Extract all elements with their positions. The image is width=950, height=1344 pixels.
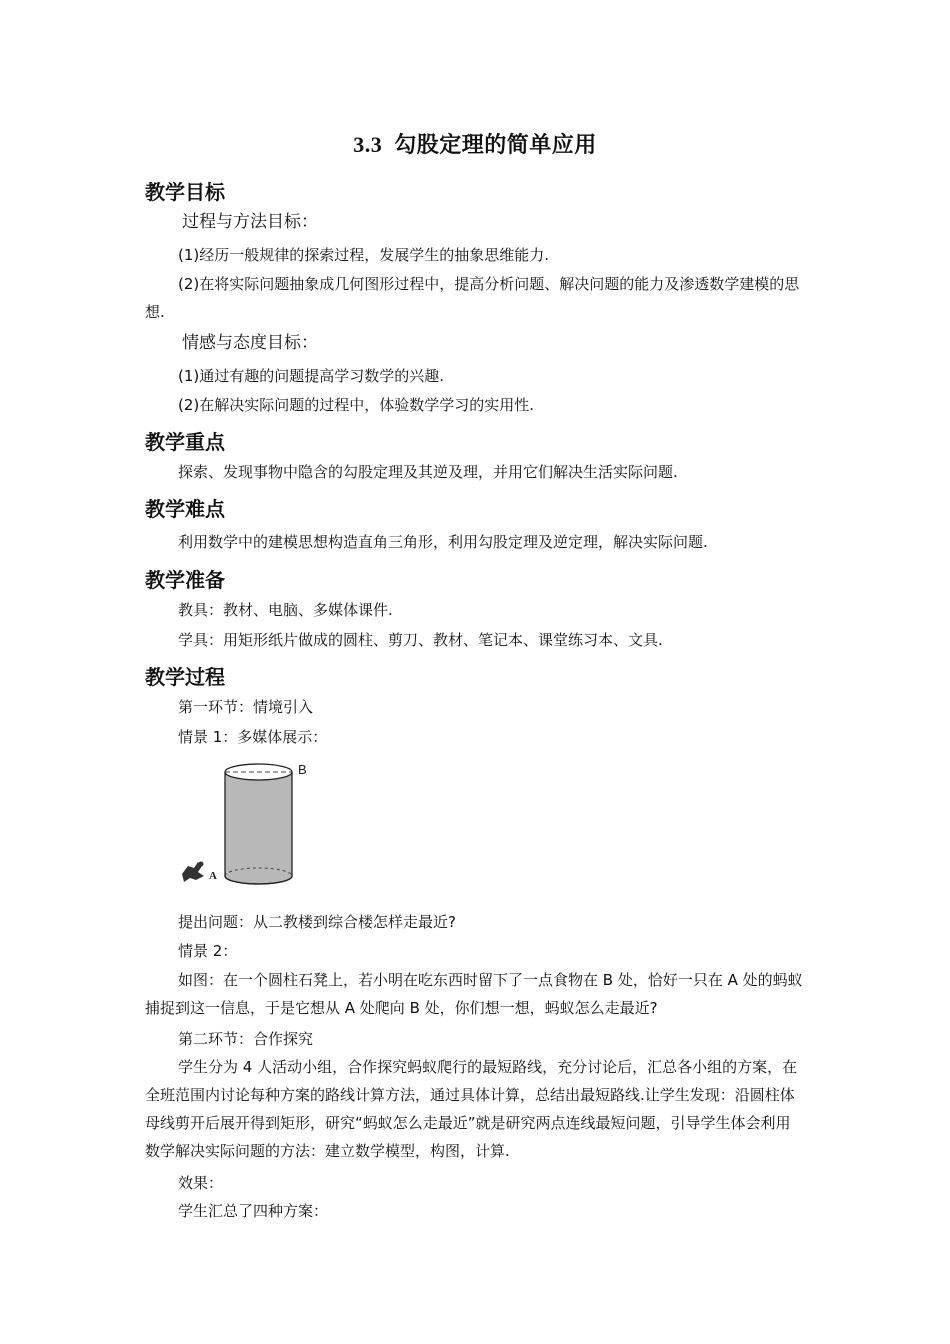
- objectives-sub2: 情感与态度目标：: [182, 333, 318, 353]
- cylinder-figure: [176, 756, 326, 891]
- objectives-sub1: 过程与方法目标：: [182, 212, 318, 232]
- page-title: [0, 128, 950, 159]
- objectives-item3: (1)通过有趣的问题提高学习数学的兴趣.: [178, 367, 445, 385]
- process-step2-text: 学生分为 4 人活动小组，合作探究蚂蚁爬行的最短路线，充分讨论后，汇总各小组的方案，在全班范围内讨论每种方案的路线计算方法，通过具体计算，总结出最短路线.让学生发现：沿圆柱体母线剪开后展开得到矩形，研究“蚂蚁怎么走最近”就是研究两点连线最短问题，引导学生体会利用数学解决实际问题的方法：建立数学模型，构图，计算.: [145, 1058, 798, 1160]
- label-b: B: [298, 762, 307, 777]
- preparation-teacher: 教具：教材、电脑、多媒体课件.: [178, 601, 393, 619]
- difficulties-text: 利用数学中的建模思想构造直角三角形，利用勾股定理及逆定理，解决实际问题.: [178, 533, 708, 551]
- keypoints-text: 探索、发现事物中隐含的勾股定理及其逆及理，并用它们解决生活实际问题.: [178, 463, 678, 481]
- process-scene2: 情景 2：: [178, 942, 238, 960]
- objectives-item4: (2)在解决实际问题的过程中，体验数学学习的实用性.: [178, 396, 535, 414]
- process-scene2-text: 如图：在一个圆柱石凳上，若小明在吃东西时留下了一点食物在 B 处，恰好一只在 A 处的蚂蚁捕捉到这一信息，于是它想从 A 处爬向 B 处，你们想一想，蚂蚁怎么走最近?: [145, 971, 803, 1017]
- heading-keypoints: 教学重点: [145, 430, 225, 454]
- process-effect: 效果：: [178, 1174, 224, 1192]
- title-number: 3.3: [353, 132, 383, 157]
- label-a: A: [209, 870, 217, 882]
- ant-icon: [182, 862, 204, 883]
- process-summary: 学生汇总了四种方案：: [178, 1202, 329, 1220]
- objectives-item2: (2)在将实际问题抽象成几何图形过程中，提高分析问题、解决问题的能力及渗透数学建模的思想.: [145, 275, 800, 321]
- objectives-item1: (1)经历一般规律的探索过程，发展学生的抽象思维能力.: [178, 246, 550, 264]
- heading-preparation: 教学准备: [145, 568, 225, 592]
- title-text: 勾股定理的简单应用: [394, 133, 597, 158]
- preparation-student: 学具：用矩形纸片做成的圆柱、剪刀、教材、笔记本、课堂练习本、文具.: [178, 631, 663, 649]
- heading-process: 教学过程: [145, 665, 225, 689]
- heading-difficulties: 教学难点: [145, 497, 225, 521]
- process-step2: 第二环节：合作探究: [178, 1030, 314, 1048]
- process-scene1: 情景 1：多媒体展示：: [178, 728, 328, 746]
- process-question: 提出问题：从二教楼到综合楼怎样走最近?: [178, 913, 456, 931]
- heading-objectives: 教学目标: [145, 180, 225, 204]
- process-step1: 第一环节：情境引入: [178, 698, 314, 716]
